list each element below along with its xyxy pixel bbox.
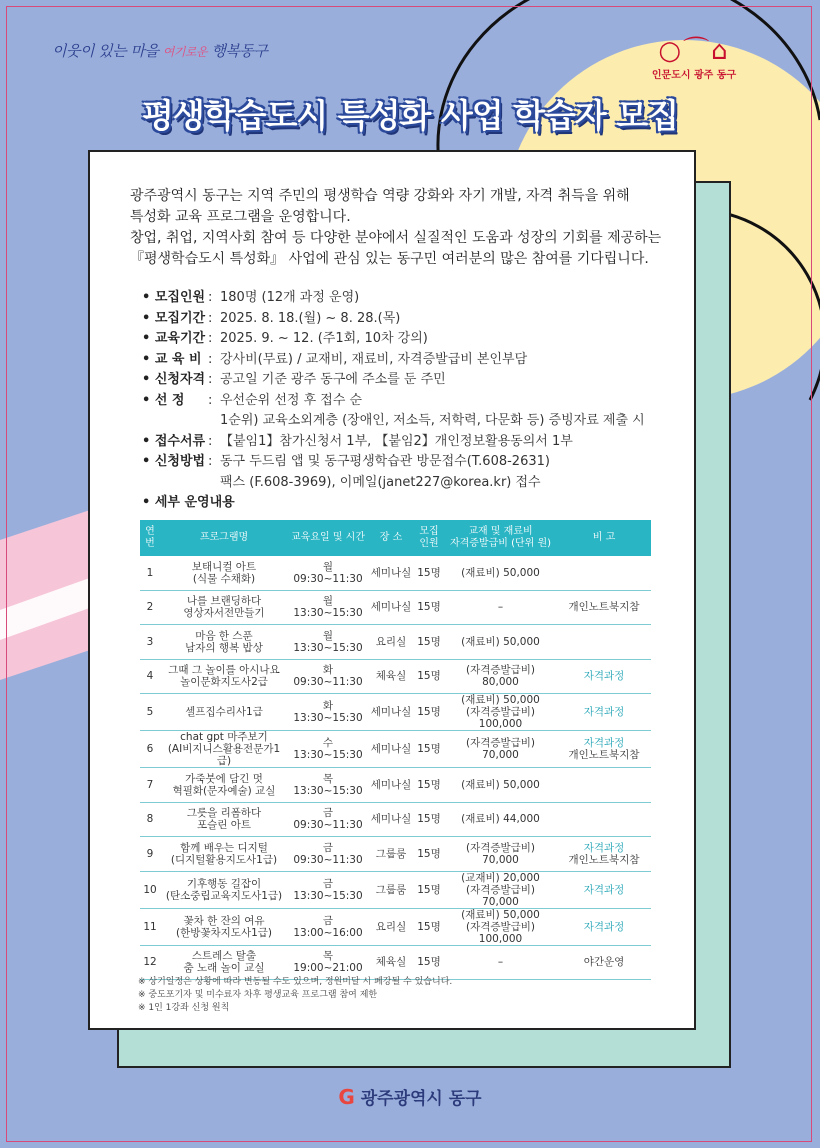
table-row: [140, 694, 651, 731]
table-cell: 월 13:30~15:30: [288, 590, 368, 625]
table-cell: 셀프집수리사1급: [160, 694, 288, 731]
table-cell: (자격증발급비) 80,000: [444, 659, 557, 694]
info-fee: • 교 육 비 : 강사비(무료) / 교재비, 재료비, 자격증발급비 본인부담: [142, 350, 682, 371]
table-cell: 금 09:30~11:30: [288, 802, 368, 837]
table-cell: 마음 한 스푼 남자의 행복 밥상: [160, 625, 288, 660]
table-cell: 15명: [414, 625, 444, 660]
logo-text: 인문도시 광주 동구: [651, 70, 737, 81]
table-cell: 금 13:30~15:30: [288, 871, 368, 908]
table-header-cell: 교육요일 및 시간: [288, 520, 368, 556]
slogan-sub: 여기로운: [162, 45, 208, 59]
info-selection: • 선 정 : 우선순위 선정 후 접수 순: [142, 391, 682, 412]
table-row: [140, 731, 651, 768]
table-cell: 세미나실: [368, 768, 414, 803]
table-cell: 15명: [414, 837, 444, 872]
slogan-end: 행복동구: [211, 42, 268, 60]
slogan-main: 이웃이 있는 마을: [52, 42, 159, 60]
table-cell: 15명: [414, 556, 444, 590]
table-cell: 그릇을 리폼하다 포슬린 아트: [160, 802, 288, 837]
table-row: [140, 945, 651, 980]
table-cell: 1: [140, 556, 160, 590]
intro-line: 『평생학습도시 특성화』 사업에 관심 있는 동구민 여러분의 많은 참여를 기다립니다.: [130, 251, 649, 267]
table-row: [140, 768, 651, 803]
table-cell: 금 09:30~11:30: [288, 837, 368, 872]
table-cell: 세미나실: [368, 590, 414, 625]
table-cell: 8: [140, 802, 160, 837]
table-cell: 15명: [414, 945, 444, 980]
table-cell: 금 13:00~16:00: [288, 908, 368, 945]
table-cell: –: [444, 590, 557, 625]
table-cell: (자격증발급비) 70,000: [444, 837, 557, 872]
table-cell: 함께 배우는 디지털 (디지털활용지도사1급): [160, 837, 288, 872]
table-cell: 11: [140, 908, 160, 945]
program-table: [140, 520, 651, 980]
info-detail-heading: • 세부 운영내용: [142, 493, 682, 514]
table-header-cell: 교재 및 재료비 자격증발급비 (단위 원): [444, 520, 557, 556]
table-cell: chat gpt 마주보기 (AI비지니스활용전문가1급): [160, 731, 288, 768]
table-cell: (재료비) 50,000 (자격증발급비) 100,000: [444, 694, 557, 731]
table-cell: 15명: [414, 871, 444, 908]
table-cell: (교재비) 20,000 (자격증발급비) 70,000: [444, 871, 557, 908]
humanities-city-logo: [644, 36, 744, 81]
table-cell: 목 13:30~15:30: [288, 768, 368, 803]
info-method-detail: 팩스 (F.608-3969), 이메일(janet227@korea.kr) 접수: [220, 474, 541, 490]
table-cell: 5: [140, 694, 160, 731]
table-cell: 15명: [414, 802, 444, 837]
info-selection-detail: 1순위) 교육소외계층 (장애인, 저소득, 저학력, 다문화 등) 증빙자료 제출 시: [220, 413, 645, 428]
info-method: • 신청방법 : 동구 두드림 앱 및 동구평생학습관 방문접수(T.608-2631): [142, 452, 682, 473]
table-cell: 4: [140, 659, 160, 694]
table-cell: 체육실: [368, 659, 414, 694]
table-cell: 세미나실: [368, 694, 414, 731]
table-cell: 월 09:30~11:30: [288, 556, 368, 590]
page-title: 평생학습도시 특성화 사업 학습자 모집: [141, 96, 678, 135]
intro-line: 특성화 교육 프로그램을 운영합니다.: [130, 209, 351, 225]
table-cell: (자격증발급비) 70,000: [444, 731, 557, 768]
table-cell: 야간운영: [557, 945, 651, 980]
table-cell: 자격과정: [557, 908, 651, 945]
table-cell: 15명: [414, 659, 444, 694]
note-line: ※ 중도포기자 및 미수료자 차후 평생교육 프로그램 참여 제한: [138, 990, 378, 1000]
table-cell: 15명: [414, 768, 444, 803]
footer-text: 광주광역시 동구: [360, 1089, 482, 1109]
table-cell: –: [444, 945, 557, 980]
slogan: [52, 40, 267, 61]
intro-text: [130, 186, 680, 270]
table-cell: (재료비) 50,000: [444, 556, 557, 590]
table-header-cell: 장 소: [368, 520, 414, 556]
table-cell: 목 19:00~21:00: [288, 945, 368, 980]
info-recruit: • 모집인원 : 180명 (12개 과정 운영): [142, 288, 682, 309]
table-row: [140, 871, 651, 908]
table-cell: 수 13:30~15:30: [288, 731, 368, 768]
info-documents: • 접수서류 : 【붙임1】참가신청서 1부, 【붙임2】개인정보활용동의서 1부: [142, 432, 682, 453]
table-header-cell: 연번: [140, 520, 160, 556]
table-body: [140, 556, 651, 980]
info-edu-period: • 교육기간 : 2025. 9. ~ 12. (주1회, 10차 강의): [142, 329, 682, 350]
table-cell: 그때 그 놀이를 아시나요 놀이문화지도사2급: [160, 659, 288, 694]
table-cell: 체육실: [368, 945, 414, 980]
table-header-cell: 프로그램명: [160, 520, 288, 556]
table-cell: 세미나실: [368, 731, 414, 768]
intro-line: 창업, 취업, 지역사회 참여 등 다양한 분야에서 실질적인 도움과 성장의 기회를 제공하는: [130, 230, 662, 246]
table-cell: 15명: [414, 731, 444, 768]
table-cell: 요리실: [368, 625, 414, 660]
table-cell: 10: [140, 871, 160, 908]
table-cell: 보태니컬 아트 (식물 수채화): [160, 556, 288, 590]
table-cell: 세미나실: [368, 802, 414, 837]
table-cell: 7: [140, 768, 160, 803]
table-header-cell: 모집 인원: [414, 520, 444, 556]
table-cell: 나를 브랜딩하다 영상자서전만들기: [160, 590, 288, 625]
table-cell: (재료비) 50,000 (자격증발급비) 100,000: [444, 908, 557, 945]
table-row: [140, 908, 651, 945]
note-line: ※ 1인 1강좌 신청 원칙: [138, 1003, 230, 1013]
table-cell: 15명: [414, 694, 444, 731]
table-cell: 요리실: [368, 908, 414, 945]
table-cell: 자격과정 개인노트북지참: [557, 731, 651, 768]
table-cell: (재료비) 50,000: [444, 625, 557, 660]
table-cell: [557, 625, 651, 660]
table-cell: 기후행동 길잡이 (탄소중립교육지도사1급): [160, 871, 288, 908]
table-header-cell: 비 고: [557, 520, 651, 556]
table-cell: 6: [140, 731, 160, 768]
table-cell: 3: [140, 625, 160, 660]
table-cell: 개인노트북지참: [557, 590, 651, 625]
table-cell: 9: [140, 837, 160, 872]
table-cell: 자격과정 개인노트북지참: [557, 837, 651, 872]
notes: [138, 976, 452, 1015]
table-header-row: [140, 520, 651, 556]
note-line: ※ 상기일정은 상황에 따라 변동될 수도 있으며, 정원미달 시 폐강될 수 있습니다.: [138, 977, 453, 987]
table-cell: 스트레스 탈출 춤 노래 놀이 교실: [160, 945, 288, 980]
table-cell: 세미나실: [368, 556, 414, 590]
table-row: [140, 659, 651, 694]
table-cell: 12: [140, 945, 160, 980]
table-row: [140, 837, 651, 872]
table-cell: 15명: [414, 908, 444, 945]
table-cell: 2: [140, 590, 160, 625]
footer-logo: [0, 1084, 820, 1109]
table-row: [140, 802, 651, 837]
table-cell: 자격과정: [557, 694, 651, 731]
table-row: [140, 556, 651, 590]
intro-line: 광주광역시 동구는 지역 주민의 평생학습 역량 강화와 자기 개발, 자격 취득을 위해: [130, 188, 630, 204]
table-cell: 화 13:30~15:30: [288, 694, 368, 731]
table-cell: 그룹룸: [368, 871, 414, 908]
table-cell: 그룹룸: [368, 837, 414, 872]
table-cell: [557, 802, 651, 837]
table-cell: [557, 556, 651, 590]
table-row: [140, 625, 651, 660]
table-row: [140, 590, 651, 625]
table-cell: 15명: [414, 590, 444, 625]
info-period: • 모집기간 : 2025. 8. 18.(월) ~ 8. 28.(목): [142, 309, 682, 330]
table-cell: 화 09:30~11:30: [288, 659, 368, 694]
logo-mark-icon: ○⌒⌂: [658, 36, 730, 66]
table-cell: 월 13:30~15:30: [288, 625, 368, 660]
table-cell: 자격과정: [557, 659, 651, 694]
table-cell: (재료비) 50,000: [444, 768, 557, 803]
info-qualification: • 신청자격 : 공고일 기준 광주 동구에 주소를 둔 주민: [142, 370, 682, 391]
table-cell: 꽃차 한 잔의 여유 (한방꽃차지도사1급): [160, 908, 288, 945]
table-cell: 가죽붓에 담긴 멋 혁필화(문자예술) 교실: [160, 768, 288, 803]
dong-gu-symbol-icon: G: [338, 1085, 355, 1109]
info-list: [142, 288, 682, 514]
table-cell: (재료비) 44,000: [444, 802, 557, 837]
table-cell: 자격과정: [557, 871, 651, 908]
table-cell: [557, 768, 651, 803]
